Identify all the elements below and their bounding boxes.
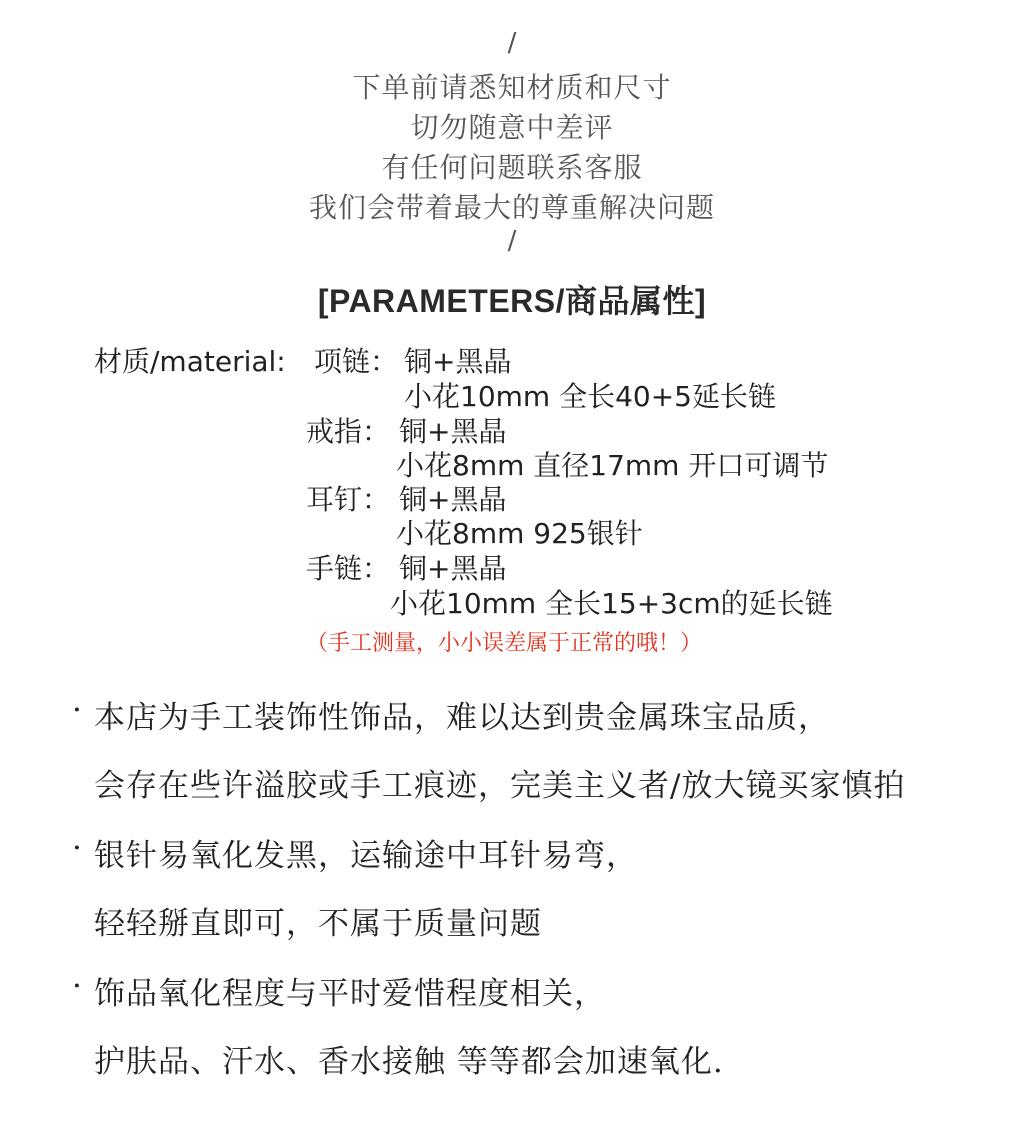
parameters-heading: [PARAMETERS/商品属性] (317, 283, 707, 319)
notice-bullet: · (72, 968, 83, 1004)
material-label: 材质/material: (94, 345, 286, 378)
measurement-note: （手工测量，小小误差属于正常的哦！） (306, 631, 703, 656)
intro-line: 下单前请悉知材质和尺寸 (352, 71, 672, 104)
item-spec: 小花10mm 全长40+5延长链 (404, 380, 776, 413)
notice-line: 银针易氧化发黑，运输途中耳针易弯， (94, 838, 638, 874)
item-name: 项链： (314, 345, 399, 378)
notice-bullet: · (72, 830, 83, 866)
intro-line: 我们会带着最大的尊重解决问题 (308, 191, 715, 224)
notice-bullet: · (72, 692, 83, 728)
divider-bottom: / (507, 226, 517, 256)
item-name: 戒指： (306, 415, 391, 448)
notice-line: 本店为手工装饰性饰品，难以达到贵金属珠宝品质， (94, 700, 830, 736)
divider-top: / (507, 28, 517, 58)
notice-line: 会存在些许溢胶或手工痕迹，完美主义者/放大镜买家慎拍 (94, 768, 906, 804)
item-material: 铜+黑晶 (399, 552, 507, 585)
intro-line: 有任何问题联系客服 (381, 151, 643, 184)
item-spec: 小花8mm 直径17mm 开口可调节 (396, 449, 829, 482)
item-spec: 小花10mm 全长15+3cm的延长链 (390, 587, 833, 620)
item-material: 铜+黑晶 (399, 483, 507, 516)
intro-line: 切勿随意中差评 (410, 111, 614, 144)
notice-line: 轻轻掰直即可，不属于质量问题 (94, 906, 542, 942)
item-material: 铜+黑晶 (399, 415, 507, 448)
notice-line: 护肤品、汗水、香水接触 等等都会加速氧化. (94, 1044, 724, 1080)
item-material: 铜+黑晶 (404, 345, 512, 378)
item-spec: 小花8mm 925银针 (396, 517, 643, 550)
item-name: 耳钉： (306, 483, 391, 516)
notice-line: 饰品氧化程度与平时爱惜程度相关， (94, 976, 606, 1012)
item-name: 手链： (306, 552, 391, 585)
